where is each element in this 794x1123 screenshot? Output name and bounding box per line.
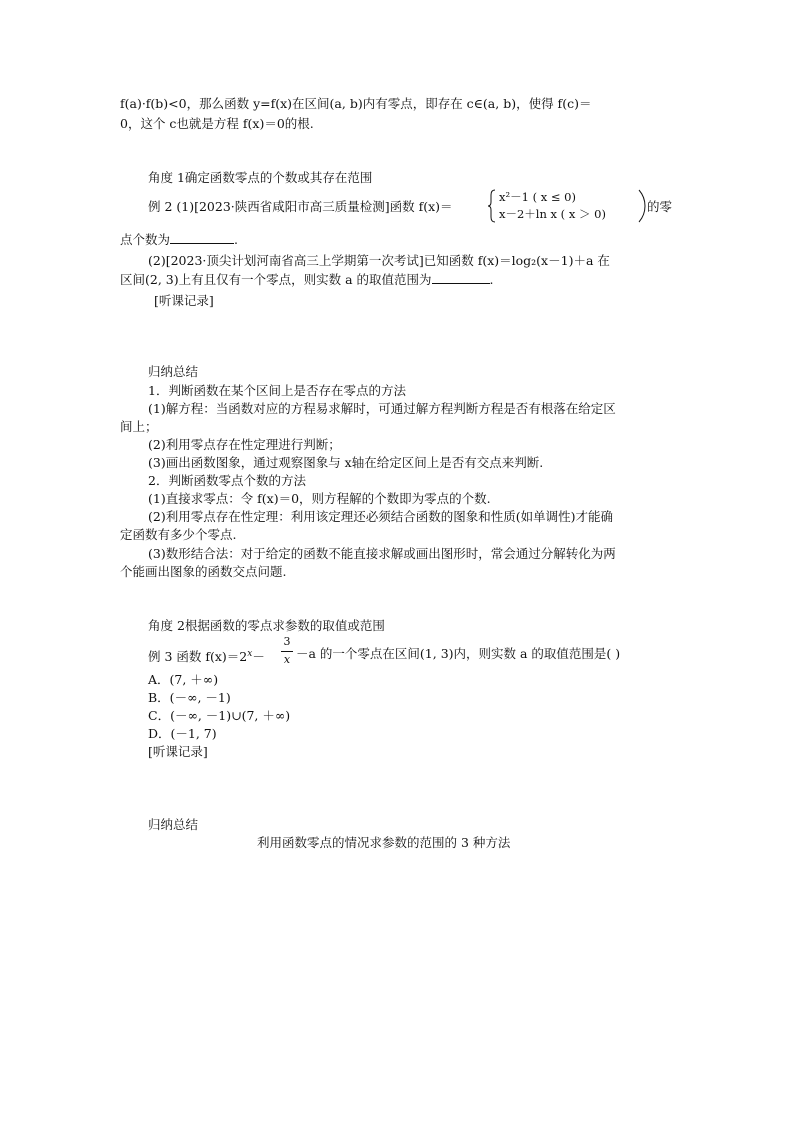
intro-line-2: 0，这个 c也就是方程 f(x)＝0的根. [120, 116, 314, 131]
summary1-line: 2．判断函数零点个数的方法 [148, 473, 306, 488]
option-c[interactable]: C．(－∞, －1)∪(7, ＋∞) [148, 708, 291, 723]
answer-blank-2[interactable] [432, 271, 490, 284]
summary1-line: 1．判断函数在某个区间上是否存在零点的方法 [148, 383, 406, 398]
example3-prefix [148, 645, 265, 666]
example3-prefix-text: 例 3 函数 f(x)＝2 [148, 649, 248, 665]
summary1-line: (2)利用零点存在性定理进行判断； [148, 437, 341, 452]
exponent-x: x [247, 649, 253, 659]
lecture-notes-label-2: [听课记录] [148, 744, 208, 759]
piecewise-case-2: x－2＋ln x ( x ＞ 0) [499, 207, 606, 221]
intro-line-1: f(a)·f(b)<0，那么函数 y=f(x)在区间(a, b)内有零点，即存在 c∈(a, b)，使得 f(c)＝ [120, 96, 592, 111]
answer-blank-1[interactable] [170, 231, 234, 244]
summary2-heading: 归纳总结 [148, 817, 199, 832]
summary1-line: (1)解方程：当函数对应的方程易求解时，可通过解方程判断方程是否有根落在给定区 [148, 401, 616, 416]
option-a[interactable]: A．(7, ＋∞) [148, 672, 219, 687]
piecewise-right-paren [638, 189, 646, 223]
example2-line-2 [120, 231, 238, 249]
summary1-line: (3)画出函数图象，通过观察图象与 x轴在给定区间上是否有交点来判断. [148, 455, 544, 470]
example2-line-2-text: 点个数为 [120, 232, 171, 247]
piecewise-case-1: x²－1 ( x ≤ 0) [499, 190, 576, 204]
example2-part2-line-2 [120, 271, 494, 289]
summary1-line: 个能画出图象的函数交点问题. [120, 564, 287, 579]
summary1-heading: 归纳总结 [148, 364, 199, 379]
summary1-line: (3)数形结合法：对于给定的函数不能直接求解或画出图形时，常会通过分解转化为两 [148, 546, 616, 561]
example2-part2-end: . [489, 272, 494, 287]
summary1-line: (2)利用零点存在性定理：利用该定理还必须结合函数的图象和性质(如单调性)才能确 [148, 509, 613, 524]
example3-minus: － [252, 649, 265, 665]
angle1-heading: 角度 1确定函数零点的个数或其存在范围 [148, 170, 373, 185]
example3-suffix: －a 的一个零点在区间(1, 3)内，则实数 a 的取值范围是( ) [296, 646, 621, 661]
fraction-bar [281, 651, 293, 652]
example2-suffix: 的零 [647, 199, 673, 214]
summary1-line: 定函数有多少个零点. [120, 527, 237, 542]
piecewise-left-brace [488, 189, 496, 223]
angle2-heading: 角度 2根据函数的零点求参数的取值或范围 [148, 618, 385, 633]
fraction-numerator: 3 [283, 635, 291, 648]
fraction-denominator: x [283, 653, 291, 666]
example2-prefix: 例 2 (1)[2023·陕西省咸阳市高三质量检测]函数 f(x)＝ [148, 199, 453, 214]
option-d[interactable]: D．(－1, 7) [148, 726, 217, 741]
example2-line-2-end: . [234, 232, 238, 247]
example2-part2-line-2-text: 区间(2, 3)上有且仅有一个零点，则实数 a 的取值范围为 [120, 272, 432, 287]
summary1-line: (1)直接求零点：令 f(x)＝0，则方程解的个数即为零点的个数. [148, 491, 491, 506]
option-b[interactable]: B．(－∞, －1) [148, 690, 231, 705]
lecture-notes-label-1: [听课记录] [154, 293, 214, 308]
summary2-title: 利用函数零点的情况求参数的范围的 3 种方法 [257, 835, 511, 850]
example2-part2-line-1: (2)[2023·顶尖计划河南省高三上学期第一次考试]已知函数 f(x)＝log₂(x－1)＋a 在 [148, 253, 610, 268]
summary1-line: 间上； [120, 419, 158, 434]
